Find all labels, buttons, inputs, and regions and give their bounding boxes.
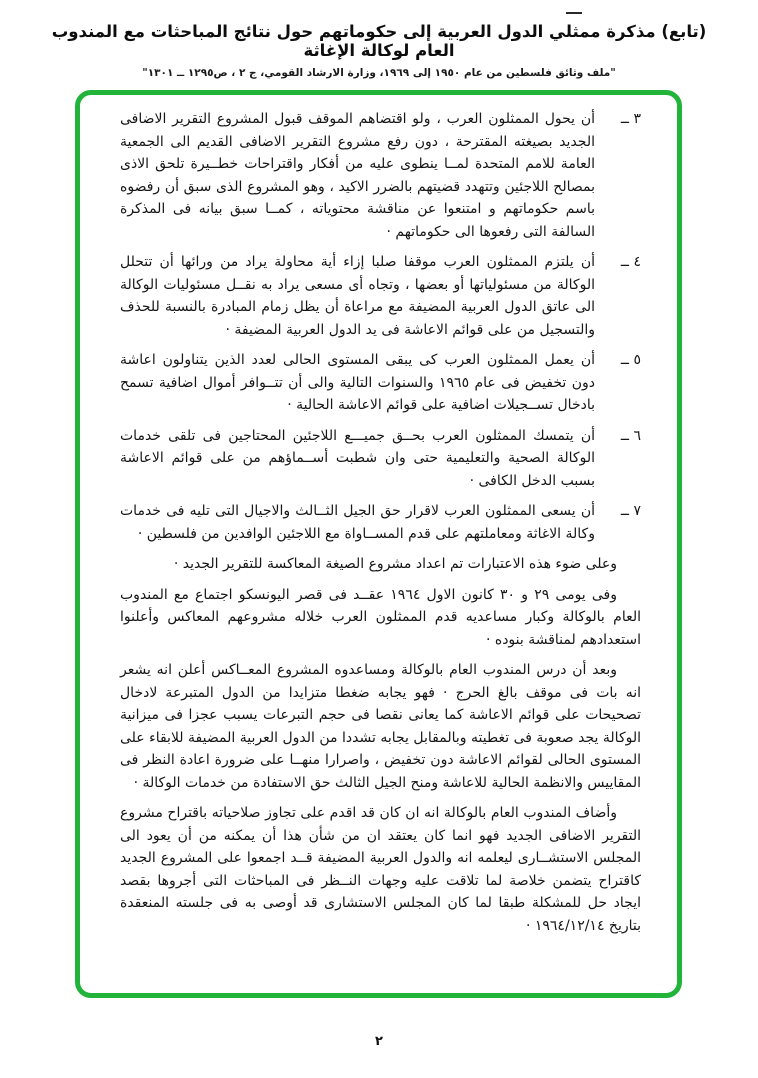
item-number: ٦ ــ: [620, 427, 641, 444]
numbered-item-4: [120, 251, 641, 341]
document-source-line: "ملف وثائق فلسطين من عام ١٩٥٠ إلى ١٩٦٩، وزارة الارشاد القومي، ج ٢ ، ص١٢٩٥ ــ ١٣٠١": [142, 67, 616, 79]
numbered-item-5: [120, 349, 641, 417]
body-paragraph-3: وبعد أن درس المندوب العام بالوكالة ومساعدوه المشروع المعــاكس أعلن انه يشعر انه بات فى موقف بالغ الحرج · فهو يجابه ضغطا متزايدا من الدول المتبرعة لادخال تصحيحات على قوائم الاعاشة كما يعانى نقصا فى حجم التبرعات يسبب عجزا فى ميزانية الوكالة يجد صعوبة فى تغطيته وبالمقابل يجابه تشددا من الدول العربية المضيفة للابقاء على المستوى الحالى لقوائم الاعاشة دون تخفيض ، واصرارا منهــا على ضرورة اعادة النظر فى المقاييس والانظمة الحالية للاعاشة ومنح الجيل الثالث حق الاستفادة من خدمات الوكالة ·: [120, 662, 641, 791]
numbered-item-6: [120, 425, 641, 493]
document-title: (تابع) مذكرة ممثلي الدول العربية إلى حكوماتهم حول نتائج المباحثات مع المندوب العام لوكالة الإغاثة: [51, 22, 707, 60]
body-paragraph-1: وعلى ضوء هذه الاعتبارات تم اعداد مشروع الصيغة المعاكسة للتقرير الجديد ·: [173, 556, 617, 572]
item-number: ٧ ــ: [620, 503, 641, 519]
document-header: [0, 22, 758, 79]
page-number: ٢: [375, 1034, 383, 1049]
item-text: أن يسعى الممثلون العرب لاقرار حق الجيل الثــالث والاجيال التى تليه فى خدمات وكالة الاغاثة ومعاملتهم على قدم المســاواة مع اللاجئين الوافدين من فلسطين ·: [120, 503, 595, 542]
item-number: ٤ ــ: [620, 254, 641, 270]
item-number: ٥ ــ: [620, 352, 641, 368]
item-number: ٣ ــ: [620, 111, 641, 127]
numbered-item-7: [120, 500, 641, 545]
body-paragraph-2: وفى يومى ٢٩ و ٣٠ كانون الاول ١٩٦٤ عقــد فى قصر اليونسكو اجتماع مع المندوب العام بالوكالة وكبار مساعديه قدم الممثلون العرب خلاله مشروعهم المعاكس وأعلنوا استعدادهم لمناقشة بنوده ·: [120, 586, 641, 648]
item-text: أن يلتزم الممثلون العرب موقفا صلبا إزاء أية محاولة يراد من ورائها أن تتحلل الوكالة من مسئولياتها أو بعضها ، وتجاه أى مسعى يراد به نقــل مسئوليات الوكالة الى عاتق الدول العربية المضيفة مع مراعاة أن يظل زمام المبادرة بالنسبة للحذف والتسجيل من على قوائم الاعاشة فى يد الدول العربية المضيفة ·: [120, 254, 595, 338]
document-frame: [75, 90, 682, 998]
numbered-item-3: [120, 108, 641, 243]
item-text: أن يعمل الممثلون العرب كى يبقى المستوى الحالى لعدد الذين يتناولون اعاشة دون تخفيض فى عام ١٩٦٥ والسنوات التالية والى أن تتــوافر أموال اضافية تسمح بادخال تســجيلات اضافية على قوائم الاعاشة الحالية ·: [120, 352, 595, 413]
item-text: أن يتمسك الممثلون العرب بحــق جميـــع اللاجئين المحتاجين فى تلقى خدمات الوكالة الصحية والتعليمية حتى وان شطبت أســماؤهم من على قوائم الاعاشة بسبب الدخل الكافى ·: [120, 427, 595, 489]
item-text: أن يحول الممثلون العرب ، ولو اقتضاهم الموقف قبول المشروع التقرير الاضافى الجديد بصيغته المقترحة ، دون رفع مشروع التقرير الاضافى القديم الى الجمعية العامة للامم المتحدة لمــا ينطوى عليه من أفكار واقتراحات خطــيرة تلحق الاذى بمصالح اللاجئين وتتهدد قضيتهم بالضرر الاكيد ، وهو المشروع الذى سبق أن رفضوه باسم حكوماتهم و امتنعوا عن مناقشة محتوياته ، كمــا سبق بيانه فى المذكرة السالفة التى رفعوها الى حكوماتهم ·: [120, 111, 595, 240]
scan-artifact-line: [566, 12, 582, 14]
body-paragraph-4: وأضاف المندوب العام بالوكالة انه ان كان قد اقدم على تجاوز صلاحياته باقتراح مشروع التقرير الاضافى الجديد فهو انما كان يعتقد ان من شأن هذا أن يمكنه من أن يعود الى المجلس الاستشــارى ليعلمه انه والدول العربية المضيفة قــد اجمعوا على المشروع الجديد كاقتراح يتضمن خلاصة لما تلاقت عليه وجهات النــظر فى المباحثات التى أجروها بقصد ايجاد حل للمشكلة طبقا لما كان المجلس الاستشارى قد أوصى به فى جلسته المنعقدة بتاريخ ١٩٦٤/١٢/١٤ ·: [120, 805, 641, 934]
